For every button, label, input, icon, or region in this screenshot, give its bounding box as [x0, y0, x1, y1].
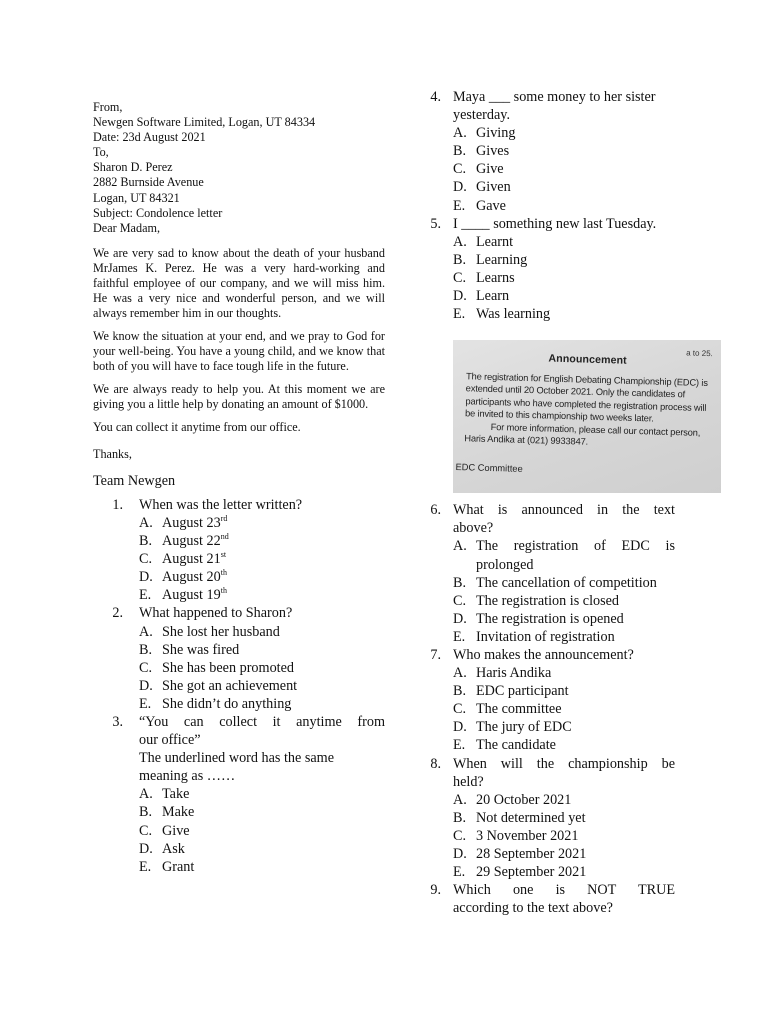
question-3: [93, 713, 385, 876]
option-text: 29 September 2021: [476, 864, 587, 881]
option-text: Gave: [476, 197, 506, 214]
question-text-line-1: The underlined word has the same: [139, 750, 335, 767]
question-quote-line-1: “You can collect it anytime from: [139, 713, 385, 730]
option-letter: D.: [453, 610, 467, 627]
question-number: 3.: [112, 713, 123, 730]
option-e[interactable]: [93, 586, 385, 604]
option-letter: D.: [453, 846, 467, 862]
option-text: Take: [162, 786, 190, 803]
option-e[interactable]: [93, 695, 385, 713]
option-a[interactable]: [93, 785, 385, 803]
option-a[interactable]: [427, 537, 675, 555]
option-letter: B.: [139, 804, 153, 821]
option-letter: A.: [453, 233, 467, 250]
option-text: Give: [476, 161, 504, 178]
option-text: August 20: [162, 569, 221, 586]
ordinal-suffix: th: [220, 568, 227, 578]
option-text: EDC participant: [476, 683, 569, 700]
question-number: 9.: [430, 882, 441, 899]
option-letter: C.: [453, 161, 467, 178]
option-text: Gives: [476, 143, 510, 160]
announcement-footer: EDC Committee: [455, 462, 523, 475]
option-e[interactable]: [427, 197, 675, 215]
question-number: 7.: [430, 646, 441, 663]
option-text: Ask: [162, 840, 185, 857]
option-a[interactable]: [93, 514, 385, 532]
option-text: Invitation of registration: [476, 628, 615, 645]
letter-date: Date: 23d August 2021: [93, 130, 206, 145]
option-text: Grant: [162, 858, 195, 875]
option-a[interactable]: [427, 233, 675, 251]
option-a[interactable]: [427, 124, 675, 142]
option-text: Learnt: [476, 233, 514, 250]
option-text: August 19: [162, 587, 221, 604]
option-letter: C.: [453, 592, 467, 609]
option-letter: A.: [139, 514, 153, 531]
option-c[interactable]: [93, 822, 385, 840]
option-c[interactable]: [93, 550, 385, 568]
option-text: The cancellation of competition: [476, 574, 657, 591]
letter-sender: Newgen Software Limited, Logan, UT 84334: [93, 115, 316, 130]
option-letter: A.: [139, 786, 153, 803]
option-text: Learning: [476, 251, 528, 268]
option-letter: C.: [139, 822, 153, 839]
option-e[interactable]: [93, 858, 385, 876]
option-text: Learns: [476, 269, 515, 286]
question-9: [427, 881, 675, 917]
option-letter: B.: [453, 683, 467, 700]
option-b[interactable]: [427, 574, 675, 592]
option-text: She has been promoted: [162, 659, 294, 676]
option-text: Give: [162, 822, 190, 839]
option-text: She was fired: [162, 641, 240, 658]
question-text-line-1: Which one is NOT TRUE: [453, 882, 675, 899]
option-e[interactable]: [427, 863, 675, 881]
option-letter: A.: [453, 538, 467, 555]
option-b[interactable]: [427, 142, 675, 160]
option-letter: C.: [453, 827, 467, 844]
letter-from-label: From,: [93, 100, 123, 114]
option-a[interactable]: [427, 664, 675, 682]
question-text-line-2: held?: [453, 773, 484, 790]
option-d[interactable]: [93, 677, 385, 695]
letter-paragraph-3: We are always ready to help you. At this moment we are giving you a little help by donating an amount of $1000.: [93, 381, 385, 411]
announcement-title: Announcement: [548, 352, 627, 367]
question-list-left: [93, 496, 385, 876]
letter-to-label: To,: [93, 145, 109, 160]
option-text: 20 October 2021: [476, 791, 572, 808]
option-d[interactable]: [427, 287, 675, 305]
question-7: [427, 646, 675, 755]
question-text: I ____ something new last Tuesday.: [453, 215, 657, 232]
ordinal-suffix: st: [220, 550, 227, 560]
option-text: Make: [162, 804, 195, 821]
option-letter: E.: [453, 737, 466, 754]
question-number: 6.: [430, 502, 441, 519]
option-d[interactable]: [427, 845, 675, 863]
option-letter: C.: [139, 659, 153, 676]
question-text: What happened to Sharon?: [139, 605, 293, 622]
letter-paragraph-2: We know the situation at your end, and we pray to God for your well-being. You have a young child, and we know that both of you will have to face tough life in the future.: [93, 328, 385, 373]
announcement-body-paragraph-1: The registration for English Debating Championship (EDC) is extended until 20 October 2021. Only the candidates of participants who have completed the registration process will be invited to this championship two weeks later.: [464, 371, 708, 424]
question-number: 5.: [430, 215, 441, 232]
option-letter: C.: [139, 551, 153, 568]
option-letter: E.: [453, 628, 466, 645]
option-text: 28 September 2021: [476, 846, 587, 862]
option-letter: E.: [139, 858, 152, 875]
option-d[interactable]: [93, 840, 385, 858]
announcement-content: [453, 344, 718, 480]
question-4: [427, 88, 675, 215]
option-d[interactable]: [427, 610, 675, 628]
question-number: 2.: [112, 605, 123, 622]
option-c[interactable]: [427, 827, 675, 845]
option-text-line-1: The registration of EDC is: [476, 538, 675, 555]
option-letter: D.: [139, 677, 153, 694]
option-a-continued: [427, 556, 675, 574]
option-letter: B.: [139, 533, 153, 550]
option-c[interactable]: [427, 160, 675, 178]
option-text: Given: [476, 179, 511, 196]
option-text: She didn’t do anything: [162, 695, 292, 712]
question-number: 1.: [112, 496, 123, 513]
option-text: The candidate: [476, 737, 556, 754]
question-1: [93, 496, 385, 605]
option-text: The committee: [476, 701, 562, 718]
recipient-name: Sharon D. Perez: [93, 160, 173, 175]
option-letter: D.: [453, 179, 467, 196]
letter-subject: Subject: Condolence letter: [93, 205, 223, 220]
ordinal-suffix: nd: [220, 532, 229, 542]
letter-salutation: Dear Madam,: [93, 220, 161, 235]
option-letter: B.: [453, 251, 467, 268]
option-b[interactable]: [427, 682, 675, 700]
announcement-corner-text: a to 25.: [686, 348, 713, 359]
option-text-line-2: prolonged: [476, 556, 534, 573]
option-e[interactable]: [427, 736, 675, 754]
letter-paragraph-1: We are very sad to know about the death of your husband MrJames K. Perez. He was a very hard-working and faithful employee of our company, and we will miss him. He was a very nice and wonderful person, and we will always remember him in our thoughts.: [93, 245, 385, 320]
letter-closing: Thanks,: [93, 446, 132, 461]
option-b[interactable]: [93, 641, 385, 659]
option-letter: E.: [453, 197, 466, 214]
option-b[interactable]: [427, 251, 675, 269]
option-text: August 21: [162, 551, 221, 568]
recipient-street: 2882 Burnside Avenue: [93, 175, 204, 190]
right-column: [427, 88, 675, 917]
question-text-line-2: meaning as ……: [139, 768, 236, 785]
question-text-line-2: yesterday.: [453, 107, 510, 124]
question-5: [427, 215, 675, 324]
option-text: August 22: [162, 533, 221, 550]
option-letter: A.: [453, 665, 467, 682]
option-text: The jury of EDC: [476, 719, 572, 736]
question-2: [93, 604, 385, 713]
option-letter: D.: [139, 569, 153, 586]
option-d[interactable]: [427, 718, 675, 736]
option-text: Giving: [476, 125, 516, 142]
option-letter: B.: [139, 641, 153, 658]
option-letter: E.: [139, 587, 152, 604]
option-letter: E.: [453, 306, 466, 323]
option-c[interactable]: [427, 269, 675, 287]
question-8: [427, 755, 675, 882]
option-letter: A.: [453, 791, 467, 808]
option-e[interactable]: [427, 628, 675, 646]
ordinal-suffix: rd: [220, 513, 228, 523]
option-letter: C.: [453, 701, 467, 718]
option-c[interactable]: [427, 592, 675, 610]
option-text: Was learning: [476, 306, 551, 323]
option-text: She got an achievement: [162, 677, 298, 694]
announcement-body-paragraph-2: For more information, please call our contact person, Haris Andika at (021) 9933847.: [464, 421, 701, 447]
question-text-line-1: When will the championship be: [453, 755, 675, 772]
question-text-line-2: above?: [453, 520, 494, 537]
question-number: 8.: [430, 755, 441, 772]
option-b[interactable]: [427, 809, 675, 827]
option-text: August 23: [162, 514, 221, 531]
question-6: [427, 501, 675, 646]
option-letter: A.: [139, 623, 153, 640]
option-d[interactable]: [427, 178, 675, 196]
option-c[interactable]: [93, 659, 385, 677]
option-letter: B.: [453, 143, 467, 160]
option-text: The registration is opened: [476, 610, 624, 627]
option-c[interactable]: [427, 700, 675, 718]
option-letter: D.: [453, 719, 467, 736]
question-text-line-1: What is announced in the text: [453, 502, 675, 519]
option-letter: D.: [139, 840, 153, 857]
option-b[interactable]: [93, 803, 385, 821]
option-text: Learn: [476, 288, 510, 305]
option-b[interactable]: [93, 532, 385, 550]
question-text: Who makes the announcement?: [453, 646, 634, 663]
option-text: She lost her husband: [162, 623, 280, 640]
option-letter: B.: [453, 574, 467, 591]
option-text: Not determined yet: [476, 809, 586, 826]
option-letter: C.: [453, 269, 467, 286]
question-quote-line-2: our office”: [139, 732, 201, 749]
ordinal-suffix: th: [220, 586, 227, 596]
option-a[interactable]: [93, 623, 385, 641]
option-letter: B.: [453, 809, 467, 826]
option-text: The registration is closed: [476, 592, 620, 609]
question-text: When was the letter written?: [139, 496, 303, 513]
left-column: [93, 100, 385, 876]
option-text: Haris Andika: [476, 665, 552, 682]
question-text-line-1: Maya ___ some money to her sister: [453, 89, 656, 105]
option-letter: E.: [139, 695, 152, 712]
announcement-photo: [453, 340, 721, 493]
option-letter: A.: [453, 125, 467, 142]
option-d[interactable]: [93, 568, 385, 586]
question-text-line-2: according to the text above?: [453, 900, 613, 917]
option-e[interactable]: [427, 305, 675, 323]
option-text: 3 November 2021: [476, 827, 579, 844]
question-number: 4.: [430, 89, 441, 105]
letter-signature: Team Newgen: [93, 472, 176, 489]
announcement-body: [464, 370, 710, 451]
letter-paragraph-4: You can collect it anytime from our office.: [93, 419, 301, 434]
recipient-city: Logan, UT 84321: [93, 190, 180, 205]
option-a[interactable]: [427, 791, 675, 809]
option-letter: D.: [453, 288, 467, 305]
option-letter: E.: [453, 864, 466, 881]
